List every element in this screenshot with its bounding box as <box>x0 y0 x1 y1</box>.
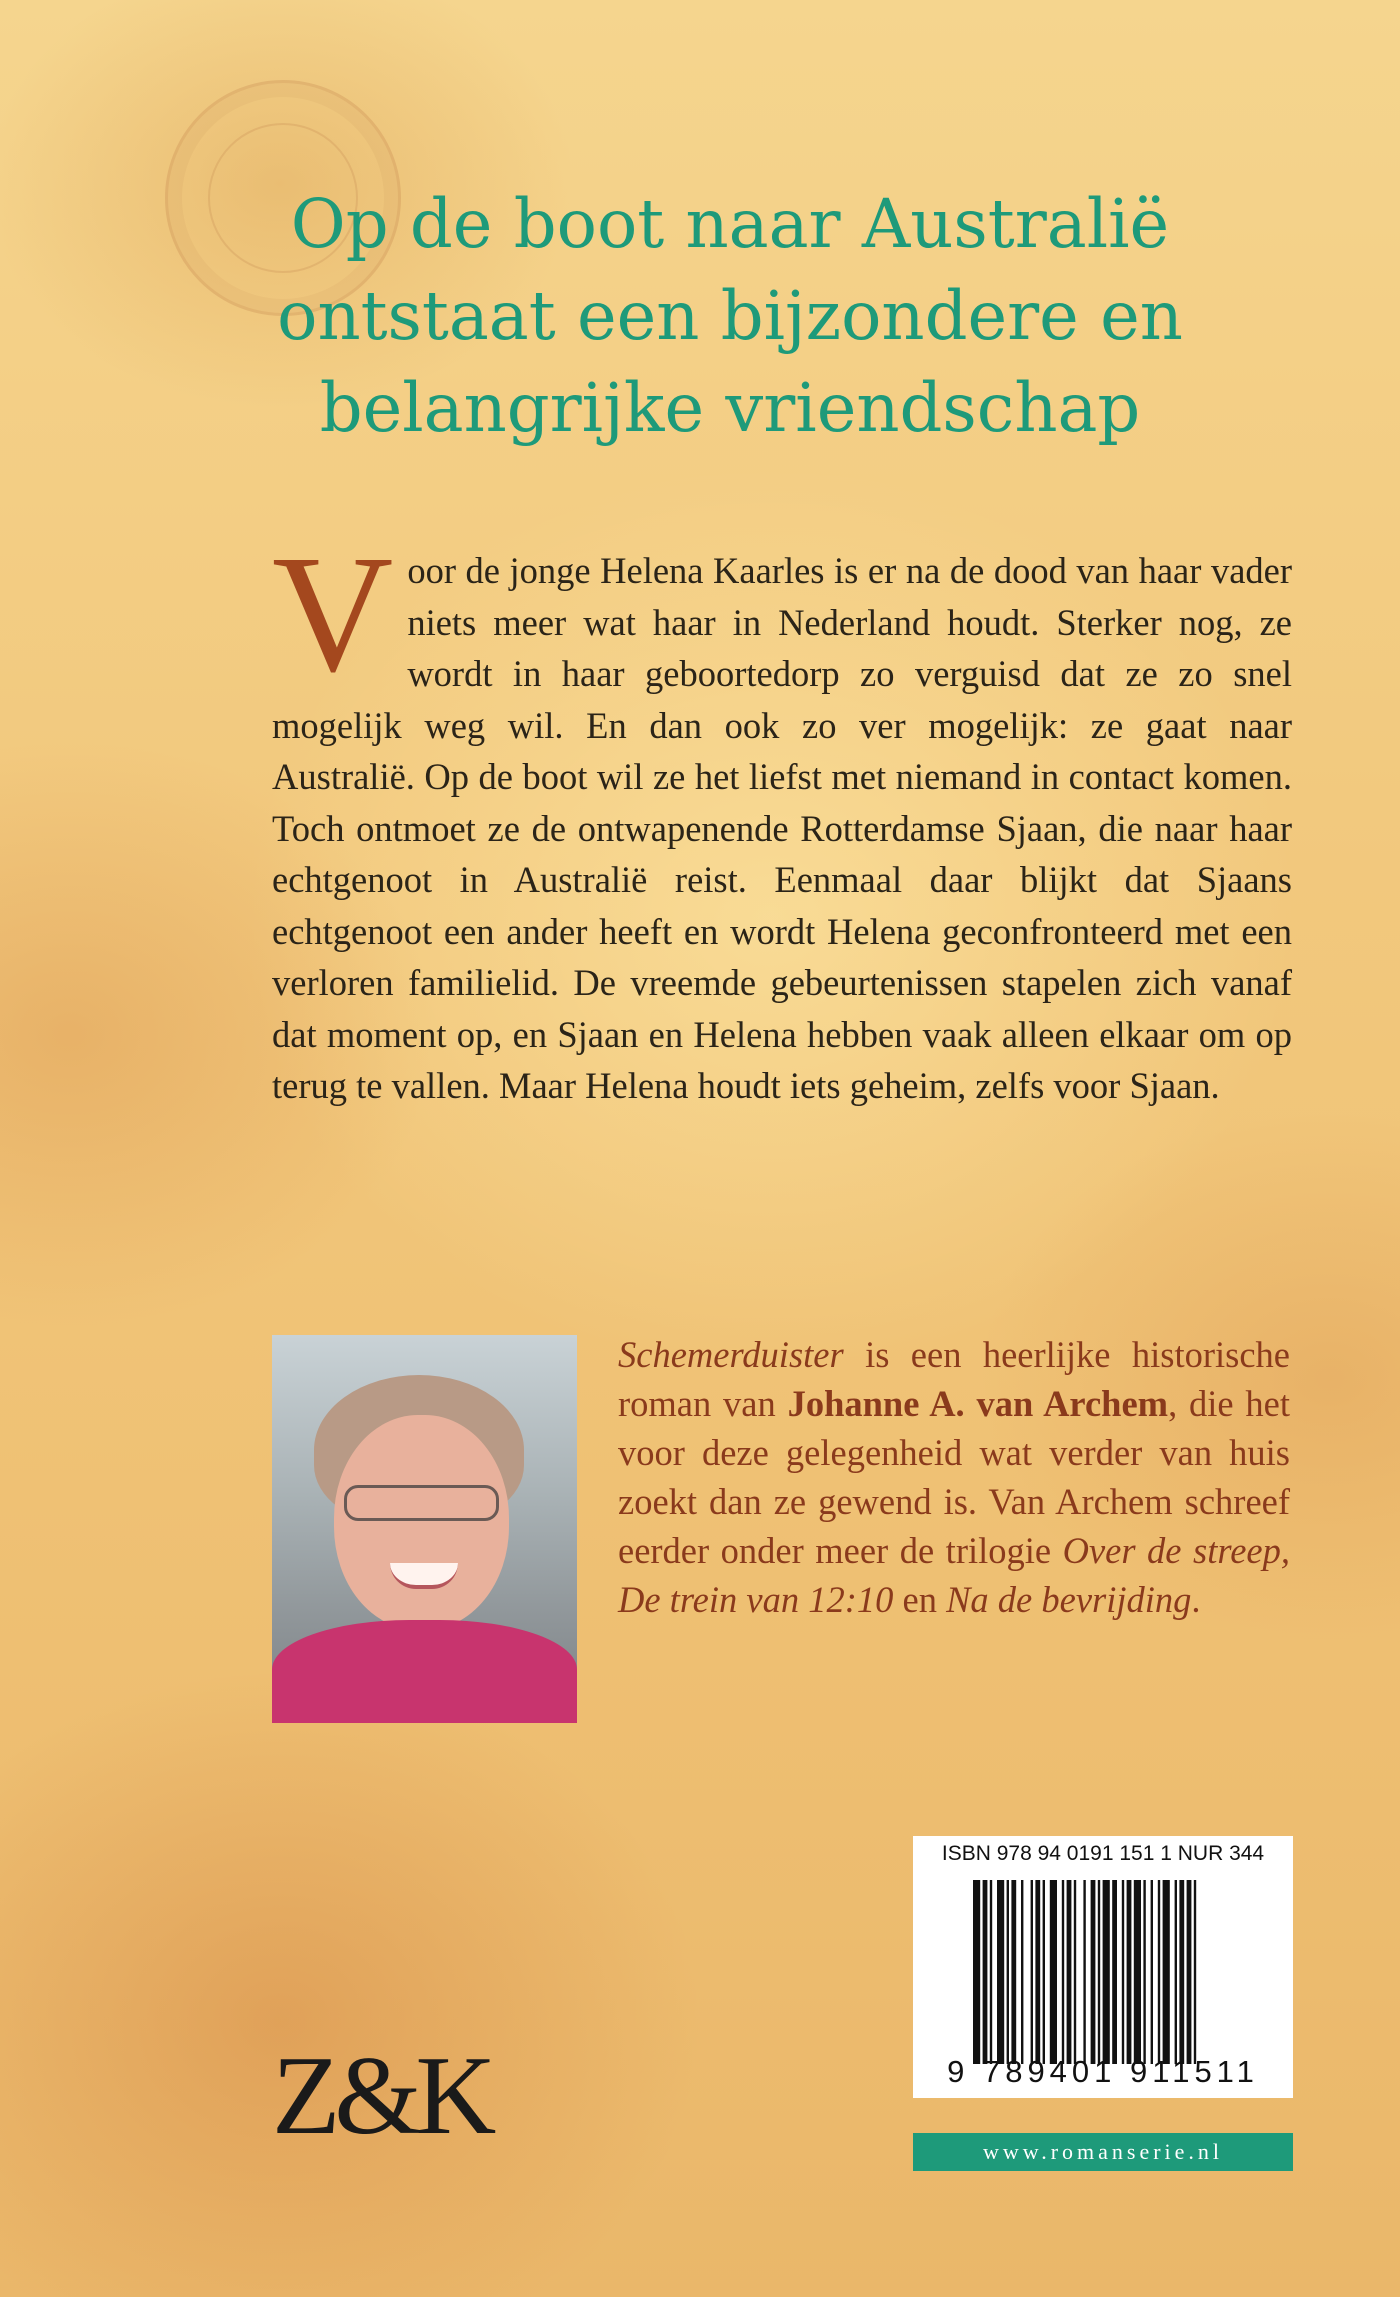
isbn-line: ISBN 978 94 0191 151 1 NUR 344 <box>941 1842 1265 1865</box>
barcode-bar <box>1043 1880 1045 2064</box>
barcode-bar <box>1134 1880 1141 2064</box>
barcode-bar <box>1035 1880 1040 2064</box>
blurb-part-4: . <box>1191 1579 1201 1620</box>
barcode-bar <box>1083 1880 1085 2064</box>
barcode-bar <box>1187 1880 1192 2064</box>
barcode-bar <box>1067 1880 1072 2064</box>
barcode-bar <box>1151 1880 1153 2064</box>
drop-cap: V <box>272 521 394 707</box>
barcode-bar <box>1158 1880 1160 2064</box>
blurb-part-2: , die het voor deze gelegenheid wat verder van huis zoekt dan ze gewend is. Van Archem schreef eerder onder meer de trilogie <box>618 1383 1290 1571</box>
barcode-bar <box>1050 1880 1057 2064</box>
barcode-box <box>913 1836 1293 2098</box>
barcode-bar <box>1098 1880 1100 2064</box>
barcode-bar <box>1062 1880 1064 2064</box>
blurb-part-3: en <box>893 1579 947 1620</box>
blurb-part-1: is een heerlijke historische roman van <box>618 1334 1290 1424</box>
barcode-bar <box>990 1880 992 2064</box>
photo-glasses <box>344 1485 499 1521</box>
barcode-bar <box>1194 1880 1196 2064</box>
barcode-bar <box>973 1880 980 2064</box>
barcode-bar <box>1122 1880 1124 2064</box>
previous-titles: Over de streep, De trein van 12:10 <box>618 1530 1290 1620</box>
headline-line-3: belangrijke vriendschap <box>319 369 1141 447</box>
photo-shirt <box>272 1620 577 1723</box>
barcode-bar <box>1007 1880 1009 2064</box>
website-url: www.romanserie.nl <box>913 2133 1293 2171</box>
previous-title-last: Na de bevrijding <box>946 1579 1192 1620</box>
synopsis <box>272 521 1292 1112</box>
barcode-bar <box>997 1880 1004 2064</box>
barcode-digits: 9 789401 911511 <box>947 2054 1259 2089</box>
author-name: Johanne A. van Archem <box>787 1383 1169 1424</box>
barcode-bar <box>1011 1880 1016 2064</box>
book-title: Schemerduister <box>618 1334 844 1375</box>
barcode-bar <box>1175 1880 1177 2064</box>
barcode-bar <box>1021 1880 1023 2064</box>
barcode-bar <box>1031 1880 1033 2064</box>
barcode-bar <box>1103 1880 1110 2064</box>
barcode-bar <box>1112 1880 1117 2064</box>
barcode-bar <box>1127 1880 1132 2064</box>
synopsis-text: oor de jonge Helena Kaarles is er na de dood van haar vader niets meer wat haar in Nederland houdt. Sterker nog, ze wordt in haar geboortedorp zo verguisd dat ze zo snel mogelijk weg wil. En dan ook zo ver mogelijk: ze gaat naar Australië. Op de boot wil ze het liefst met niemand in contact komen. Toch ontmoet ze de ontwapenende Rotterdamse Sjaan, die naar haar echtgenoot in Australië reist. Eenmaal daar blijkt dat Sjaans echtgenoot een ander heeft en wordt Helena geconfronteerd met een verloren familielid. De vreemde gebeurtenissen stapelen zich vanaf dat moment op, en Sjaan en Helena hebben vaak alleen elkaar om op terug te vallen. Maar Helena houdt iets geheim, zelfs voor Sjaan. <box>272 550 1292 1106</box>
barcode-bar <box>983 1880 988 2064</box>
barcode-bar <box>1179 1880 1184 2064</box>
barcode-bar <box>1143 1880 1145 2064</box>
headline-line-1: Op de boot naar Australië <box>290 185 1170 263</box>
headline <box>220 178 1240 454</box>
author-photo <box>272 1335 577 1723</box>
barcode-bar <box>1074 1880 1076 2064</box>
barcode-bar <box>1091 1880 1096 2064</box>
barcode-bar <box>1163 1880 1170 2064</box>
headline-line-2: ontstaat een bijzondere en <box>277 277 1183 355</box>
photo-face <box>334 1415 509 1630</box>
barcode-bars <box>973 1880 1273 2064</box>
author-blurb <box>618 1330 1290 1624</box>
publisher-logo: Z&K <box>272 2034 491 2158</box>
